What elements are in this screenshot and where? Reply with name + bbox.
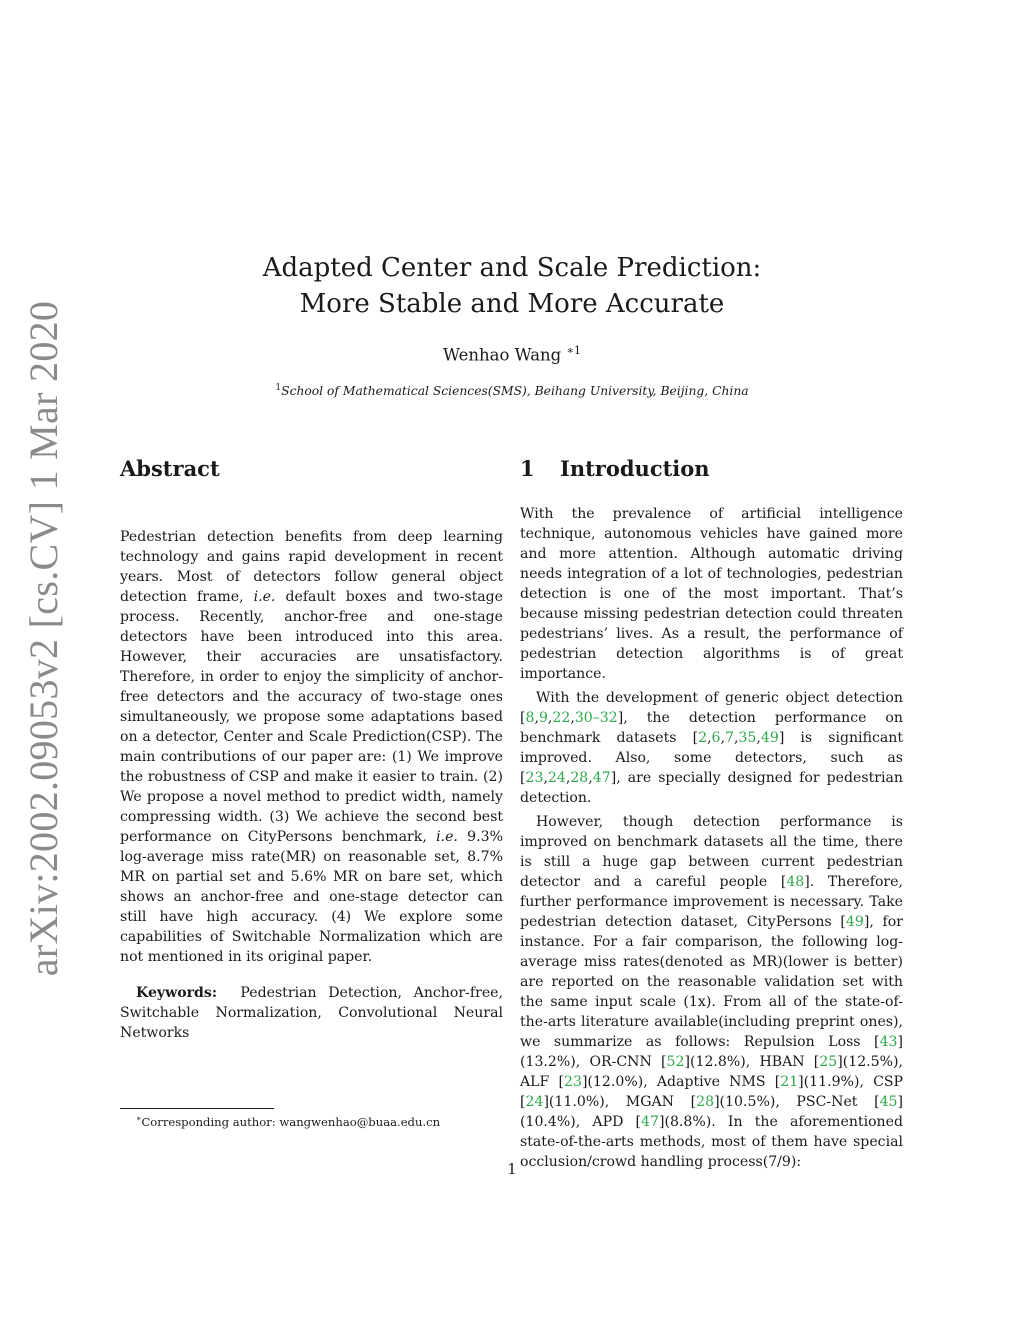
citation-link[interactable]: 23 bbox=[525, 770, 544, 786]
keywords bbox=[120, 983, 503, 1043]
footnote-mark: ∗ bbox=[136, 1114, 142, 1123]
citation-link[interactable]: 49 bbox=[845, 914, 864, 930]
intro-paragraph-2 bbox=[520, 688, 903, 808]
footnote-text: Corresponding author: wangwenhao@buaa.edu.cn bbox=[141, 1114, 441, 1129]
page-number: 1 bbox=[507, 1162, 517, 1178]
text-run: , bbox=[547, 710, 553, 726]
citation-link[interactable]: 45 bbox=[879, 1094, 898, 1110]
text-run: , bbox=[756, 730, 761, 746]
citation-link[interactable]: 23 bbox=[564, 1074, 582, 1090]
text-run: ](12.8%), HBAN [ bbox=[684, 1054, 820, 1070]
citation-link[interactable]: 24 bbox=[547, 770, 566, 786]
keywords-label: Keywords: bbox=[136, 985, 218, 1001]
citation-link[interactable]: 48 bbox=[786, 874, 805, 890]
arxiv-stamp bbox=[16, 300, 72, 976]
citation-link[interactable]: 30–32 bbox=[574, 710, 618, 726]
text-run: , bbox=[733, 730, 739, 746]
citation-link[interactable]: 7 bbox=[725, 730, 734, 746]
section-title: Introduction bbox=[560, 456, 710, 481]
text-run: ](12.0%), Adaptive NMS [ bbox=[581, 1074, 781, 1090]
introduction-column bbox=[520, 504, 903, 1172]
text-run: , bbox=[534, 710, 539, 726]
text-run: ], the detection performance on benchmark datasets [ bbox=[520, 710, 903, 746]
abstract-body bbox=[120, 527, 503, 967]
citation-link[interactable]: 35 bbox=[738, 730, 757, 746]
abstract-heading: Abstract bbox=[120, 456, 220, 481]
text-run: ](12.5%), ALF [ bbox=[520, 1054, 903, 1090]
citation-link[interactable]: 22 bbox=[552, 710, 571, 726]
text-run: With the development of generic object detection [ bbox=[520, 690, 903, 726]
text-run: ](13.2%), OR-CNN [ bbox=[520, 1034, 903, 1070]
affiliation-mark: 1 bbox=[275, 383, 282, 393]
text-run: ], for instance. For a fair comparison, the following log-average miss rates(denoted as MR)(lower is better) are reported on the reasonable validation set with the same input scale (1x). From all of the state-of-the-arts literature available(including preprint ones), we summarize as follows: Repulsion Loss [ bbox=[520, 914, 903, 1050]
italic-text: i.e. bbox=[436, 829, 458, 845]
citation-link[interactable]: 47 bbox=[592, 770, 611, 786]
text-run: ](10.5%), PSC-Net [ bbox=[714, 1094, 880, 1110]
text-run: , bbox=[543, 770, 548, 786]
text-run: ] is significant improved. Also, some detectors, such as [ bbox=[520, 730, 904, 786]
text-run: ](11.0%), MGAN [ bbox=[543, 1094, 697, 1110]
text-run: ](10.4%), APD [ bbox=[520, 1094, 903, 1130]
citation-link[interactable]: 2 bbox=[698, 730, 708, 746]
citation-link[interactable]: 49 bbox=[760, 730, 779, 746]
citation-link[interactable]: 6 bbox=[711, 730, 721, 746]
text-run: With the prevalence of artificial intelligence technique, autonomous vehicles have gained more and more attention. Although automatic driving needs integration of a lot of technologies, pedestrian detection is one of the most important. That’s because missing pedestrian detection could threaten pedestrians’ lives. As a result, the performance of pedestrian detection algorithms is of great importance. bbox=[520, 506, 903, 682]
arxiv-stamp-text: arXiv:2002.09053v2 [cs.CV] 1 Mar 2020 bbox=[21, 300, 67, 976]
introduction-heading bbox=[520, 456, 710, 481]
text-run: ], are specially designed for pedestrian detection. bbox=[520, 770, 903, 806]
text-run: , bbox=[720, 730, 725, 746]
text-run: , bbox=[588, 770, 593, 786]
text-run: However, though detection performance is improved on benchmark datasets all the time, there is still a huge gap between current pedestrian detector and a careful people [ bbox=[520, 814, 903, 890]
intro-paragraph-1 bbox=[520, 504, 903, 684]
citation-link[interactable]: 47 bbox=[641, 1114, 659, 1130]
author-name: Wenhao Wang bbox=[443, 345, 562, 365]
citation-link[interactable]: 25 bbox=[819, 1054, 838, 1070]
keywords-text: Pedestrian Detection, Anchor-free, Switchable Normalization, Convolutional Neural Networks bbox=[120, 985, 503, 1041]
citation-link[interactable]: 21 bbox=[780, 1074, 799, 1090]
text-run: , bbox=[570, 710, 575, 726]
title-block bbox=[200, 250, 824, 322]
intro-paragraph-3 bbox=[520, 812, 903, 1172]
citation-link[interactable]: 28 bbox=[696, 1094, 715, 1110]
citation-link[interactable]: 28 bbox=[570, 770, 589, 786]
paper-title bbox=[200, 250, 824, 322]
citation-link[interactable]: 43 bbox=[879, 1034, 898, 1050]
text-run: default boxes and two-stage process. Recently, anchor-free and one-stage detectors have been introduced into this area. However, their accuracies are unsatisfactory. Therefore, in order to enjoy the simplicity of anchor-free detectors and the accuracy of two-stage ones simultaneously, we propose some adaptations based on a detector, Center and Scale Prediction(CSP). The main contributions of our paper are: (1) We improve the robustness of CSP and make it easier to train. (2) We propose a novel method to predict width, namely compressing width. (3) We achieve the second best performance on CityPersons benchmark, bbox=[120, 589, 503, 845]
citation-link[interactable]: 9 bbox=[538, 710, 548, 726]
text-run: ](8.8%). In the aforementioned state-of-the-arts methods, most of them have special occlusion/crowd handling process(7/9): bbox=[520, 1114, 904, 1170]
abstract-column bbox=[120, 527, 503, 1043]
citation-link[interactable]: 24 bbox=[525, 1094, 544, 1110]
affiliation-text: School of Mathematical Sciences(SMS), Beihang University, Beijing, China bbox=[281, 384, 749, 399]
text-run: ]. Therefore, further performance improvement is necessary. Take pedestrian detection dataset, CityPersons [ bbox=[520, 874, 903, 930]
title-line-2: More Stable and More Accurate bbox=[299, 289, 725, 319]
text-run: , bbox=[707, 730, 712, 746]
italic-text: i.e. bbox=[253, 589, 276, 605]
text-run: 9.3% log-average miss rate(MR) on reasonable set, 8.7% MR on partial set and 5.6% MR on bare set, which shows an anchor-free and one-stage detector can still have high accuracy. (4) We explore some capabilities of Switchable Normalization which are not mentioned in its original paper. bbox=[120, 829, 503, 965]
author-line bbox=[200, 344, 824, 365]
text-run: Pedestrian detection benefits from deep learning technology and gains rapid development in recent years. Most of detectors follow general object detection frame, bbox=[120, 529, 503, 605]
affiliation bbox=[200, 383, 824, 398]
citation-link[interactable]: 52 bbox=[666, 1054, 685, 1070]
text-run: , bbox=[565, 770, 571, 786]
text-run: ](11.9%), CSP [ bbox=[520, 1074, 904, 1110]
title-line-1: Adapted Center and Scale Prediction: bbox=[262, 253, 762, 283]
footnote bbox=[136, 1114, 440, 1129]
footnote-rule bbox=[120, 1108, 274, 1109]
section-number: 1 bbox=[520, 456, 535, 481]
citation-link[interactable]: 8 bbox=[525, 710, 535, 726]
author-marks: ∗1 bbox=[566, 344, 581, 357]
